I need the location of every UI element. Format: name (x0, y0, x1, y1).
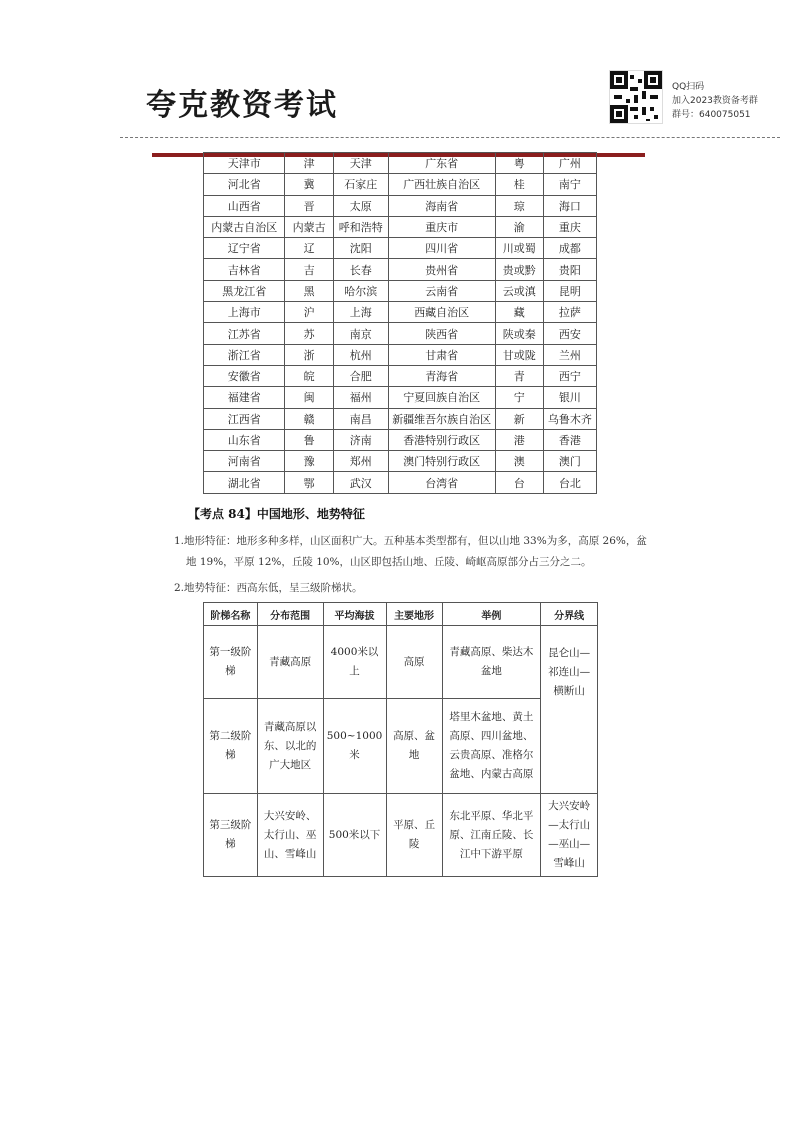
table-cell: 河北省 (204, 174, 285, 195)
table-row (204, 280, 597, 301)
table-cell: 江西省 (204, 408, 285, 429)
table-cell: 天津 (333, 153, 388, 174)
column-header: 阶梯名称 (204, 603, 258, 626)
qr-caption (672, 80, 758, 122)
brand-title: 夸克教资考试 (146, 88, 338, 123)
table-cell: 桂 (495, 174, 543, 195)
table-cell: 沈阳 (333, 238, 388, 259)
table-cell: 青海省 (388, 365, 495, 386)
table-cell: 广东省 (388, 153, 495, 174)
relief-paragraph: 2.地势特征：西高东低，呈三级阶梯状。 (174, 582, 363, 594)
table-cell: 黑 (285, 280, 333, 301)
table-row (204, 365, 597, 386)
header-divider (120, 137, 780, 138)
table-cell: 澳门 (543, 451, 596, 472)
table-cell: 杭州 (333, 344, 388, 365)
range-cell: 青藏高原以东、以北的广大地区 (257, 699, 323, 794)
table-cell: 苏 (285, 323, 333, 344)
table-cell: 江苏省 (204, 323, 285, 344)
table-cell: 山西省 (204, 195, 285, 216)
range-cell: 青藏高原 (257, 626, 323, 699)
table-cell: 福建省 (204, 387, 285, 408)
table-cell: 云或滇 (495, 280, 543, 301)
boundary-text: 昆仑山—祁连山—横断山 (548, 647, 591, 697)
province-abbreviation-table (203, 152, 597, 494)
altitude-cell: 500米以下 (323, 794, 386, 877)
example-cell: 青藏高原、柴达木盆地 (442, 626, 541, 699)
section-heading: 【考点 84】中国地形、地势特征 (188, 507, 365, 521)
table-row (204, 626, 598, 699)
landform-cell: 高原、盆地 (386, 699, 442, 794)
terrain-paragraph-line-2: 地 19%，平原 12%，丘陵 10%，山区即包括山地、丘陵、崎岖高原部分占三分之二。 (186, 556, 592, 568)
step-name-cell: 第三级阶梯 (204, 794, 258, 877)
table-cell: 湖北省 (204, 472, 285, 493)
table-cell: 西宁 (543, 365, 596, 386)
table-cell: 西安 (543, 323, 596, 344)
table-cell: 内蒙古 (285, 216, 333, 237)
table-header-row (204, 603, 598, 626)
table-cell: 闽 (285, 387, 333, 408)
table-cell: 银川 (543, 387, 596, 408)
altitude-cell: 4000米以上 (323, 626, 386, 699)
terrain-paragraph-line-1: 1.地形特征：地形多种多样，山区面积广大。五种基本类型都有，但以山地 33%为多，高原 26%，盆 (174, 535, 647, 547)
table-cell: 粤 (495, 153, 543, 174)
table-cell: 宁 (495, 387, 543, 408)
table-cell: 内蒙古自治区 (204, 216, 285, 237)
table-cell: 昆明 (543, 280, 596, 301)
table-row (204, 344, 597, 365)
table-row (204, 451, 597, 472)
table-row (204, 323, 597, 344)
table-cell: 沪 (285, 302, 333, 323)
table-cell: 青 (495, 365, 543, 386)
table-cell: 长春 (333, 259, 388, 280)
table-cell: 鲁 (285, 429, 333, 450)
table-cell: 辽宁省 (204, 238, 285, 259)
table-cell: 鄂 (285, 472, 333, 493)
table-cell: 香港 (543, 429, 596, 450)
step-name-cell: 第一级阶梯 (204, 626, 258, 699)
table-cell: 上海 (333, 302, 388, 323)
table-cell: 山东省 (204, 429, 285, 450)
qr-caption-line: 群号：640075051 (672, 110, 751, 120)
table-cell: 晋 (285, 195, 333, 216)
table-cell: 新 (495, 408, 543, 429)
table-cell: 津 (285, 153, 333, 174)
table-row (204, 195, 597, 216)
table-row (204, 302, 597, 323)
table-cell: 贵或黔 (495, 259, 543, 280)
landform-cell: 高原 (386, 626, 442, 699)
table-cell: 武汉 (333, 472, 388, 493)
table-cell: 兰州 (543, 344, 596, 365)
table-cell: 重庆市 (388, 216, 495, 237)
table-cell: 西藏自治区 (388, 302, 495, 323)
table-cell: 陕西省 (388, 323, 495, 344)
table-cell: 赣 (285, 408, 333, 429)
table-cell: 皖 (285, 365, 333, 386)
table-cell: 南宁 (543, 174, 596, 195)
table-cell: 甘或陇 (495, 344, 543, 365)
table-cell: 上海市 (204, 302, 285, 323)
step-name-cell: 第二级阶梯 (204, 699, 258, 794)
table-cell: 台北 (543, 472, 596, 493)
table-cell: 郑州 (333, 451, 388, 472)
column-header: 分界线 (541, 603, 598, 626)
table-cell: 豫 (285, 451, 333, 472)
table-cell: 广州 (543, 153, 596, 174)
qr-caption-line: QQ扫码 (672, 82, 705, 92)
table-row (204, 153, 597, 174)
table-cell: 澳 (495, 451, 543, 472)
table-cell: 香港特别行政区 (388, 429, 495, 450)
table-row (204, 238, 597, 259)
table-cell: 重庆 (543, 216, 596, 237)
table-cell: 渝 (495, 216, 543, 237)
table-cell: 太原 (333, 195, 388, 216)
table-cell: 海南省 (388, 195, 495, 216)
qr-caption-line: 加入2023教资备考群 (672, 96, 758, 106)
table-cell: 台湾省 (388, 472, 495, 493)
table-cell: 藏 (495, 302, 543, 323)
table-cell: 吉 (285, 259, 333, 280)
table-cell: 陕或秦 (495, 323, 543, 344)
column-header: 举例 (442, 603, 541, 626)
column-header: 主要地形 (386, 603, 442, 626)
table-cell: 安徽省 (204, 365, 285, 386)
table-cell: 辽 (285, 238, 333, 259)
table-cell: 广西壮族自治区 (388, 174, 495, 195)
table-cell: 海口 (543, 195, 596, 216)
table-cell: 台 (495, 472, 543, 493)
table-cell: 拉萨 (543, 302, 596, 323)
table-cell: 河南省 (204, 451, 285, 472)
column-header: 平均海拔 (323, 603, 386, 626)
table-cell: 哈尔滨 (333, 280, 388, 301)
landform-cell: 平原、丘陵 (386, 794, 442, 877)
boundary-cell-2: 大兴安岭—太行山—巫山—雪峰山 (541, 794, 598, 877)
table-row (204, 216, 597, 237)
range-cell: 大兴安岭、太行山、巫山、雪峰山 (257, 794, 323, 877)
table-cell: 宁夏回族自治区 (388, 387, 495, 408)
example-cell: 东北平原、华北平原、江南丘陵、长江中下游平原 (442, 794, 541, 877)
table-cell: 冀 (285, 174, 333, 195)
boundary-cell-1 (541, 626, 598, 794)
table-cell: 吉林省 (204, 259, 285, 280)
table-cell: 合肥 (333, 365, 388, 386)
table-row (204, 472, 597, 493)
table-cell: 新疆维吾尔族自治区 (388, 408, 495, 429)
table-cell: 澳门特别行政区 (388, 451, 495, 472)
table-cell: 黑龙江省 (204, 280, 285, 301)
table-cell: 浙 (285, 344, 333, 365)
table-row (204, 794, 598, 877)
table-cell: 川或蜀 (495, 238, 543, 259)
table-row (204, 429, 597, 450)
table-cell: 云南省 (388, 280, 495, 301)
table-cell: 贵阳 (543, 259, 596, 280)
table-cell: 甘肃省 (388, 344, 495, 365)
terrain-steps-table (203, 602, 598, 877)
table-cell: 成都 (543, 238, 596, 259)
table-cell: 港 (495, 429, 543, 450)
table-cell: 浙江省 (204, 344, 285, 365)
altitude-cell: 500~1000米 (323, 699, 386, 794)
example-cell: 塔里木盆地、黄土高原、四川盆地、云贵高原、准格尔盆地、内蒙古高原 (442, 699, 541, 794)
column-header: 分布范围 (257, 603, 323, 626)
table-cell: 呼和浩特 (333, 216, 388, 237)
table-cell: 琼 (495, 195, 543, 216)
table-cell: 南京 (333, 323, 388, 344)
table-cell: 济南 (333, 429, 388, 450)
table-cell: 南昌 (333, 408, 388, 429)
table-row (204, 174, 597, 195)
table-row (204, 259, 597, 280)
table-row (204, 387, 597, 408)
table-row (204, 408, 597, 429)
qr-code-icon (609, 70, 663, 124)
table-row (204, 699, 598, 794)
table-cell: 乌鲁木齐 (543, 408, 596, 429)
table-cell: 福州 (333, 387, 388, 408)
table-cell: 石家庄 (333, 174, 388, 195)
table-cell: 四川省 (388, 238, 495, 259)
table-cell: 天津市 (204, 153, 285, 174)
table-cell: 贵州省 (388, 259, 495, 280)
